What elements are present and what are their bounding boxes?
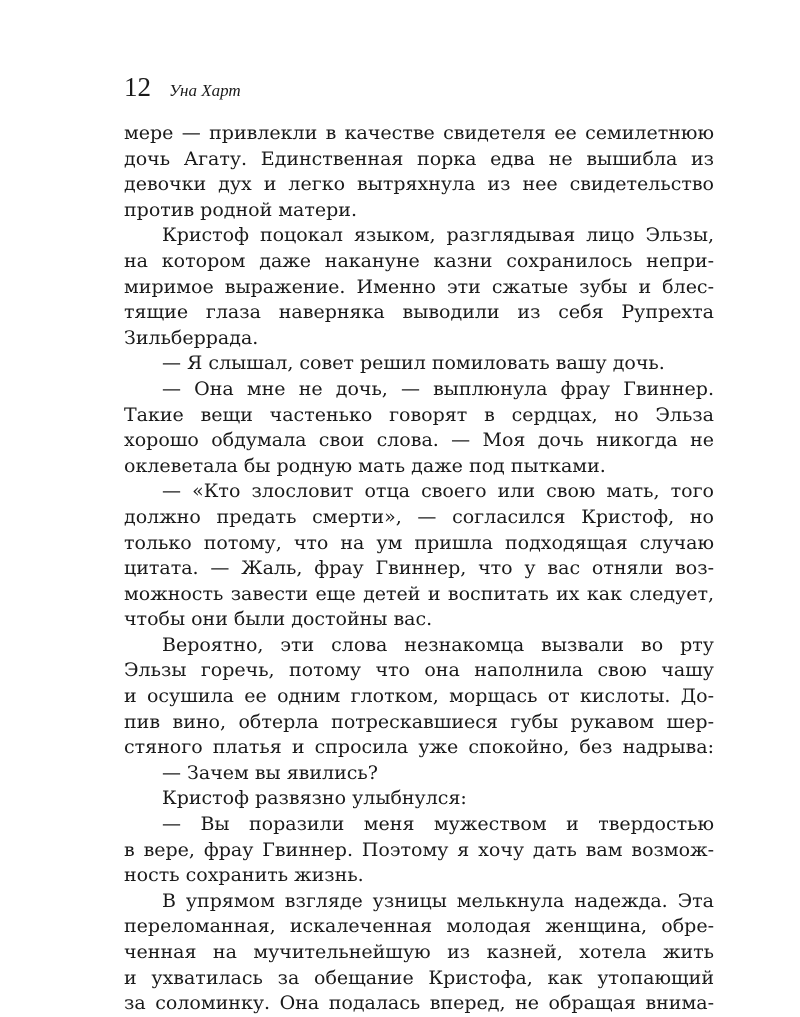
text-line: пив вино, обтерла потрескавшиеся губы рукавом шер-: [124, 710, 714, 733]
body-text: [124, 121, 714, 1017]
text-line: только потому, что на ум пришла подходящая случаю: [124, 531, 714, 554]
text-line: — Зачем вы явились?: [162, 761, 378, 784]
text-line: Кристоф развязно улыбнулся:: [162, 787, 467, 810]
text-line: и осушила ее одним глотком, морщась от кислоты. До-: [124, 685, 714, 708]
text-line: дочь Агату. Единственная порка едва не вышибла из: [124, 147, 714, 170]
text-line: Зильберрада.: [124, 326, 259, 349]
text-line: ность сохранить жизнь.: [124, 864, 364, 887]
text-line: можность завести еще детей и воспитать их как следует,: [124, 582, 714, 605]
text-line: миримое выражение. Именно эти сжатые зубы и блес-: [124, 275, 714, 298]
text-line: тящие глаза наверняка выводили из себя Рупрехта: [124, 301, 714, 324]
text-line: Вероятно, эти слова незнакомца вызвали во рту: [162, 633, 714, 656]
text-line: ченная на мучительнейшую из казней, хотела жить: [124, 941, 714, 963]
page-number: 12: [124, 72, 151, 102]
text-line: мере — привлекли в качестве свидетеля ее семилетнюю: [124, 122, 714, 144]
running-title-author: Уна Харт: [169, 81, 241, 100]
text-line: за соломинку. Она подалась вперед, не обращая внима-: [124, 992, 714, 1015]
text-line: — «Кто злословит отца своего или свою мать, того: [162, 480, 714, 503]
text-line: девочки дух и легко вытряхнула из нее свидетельство: [124, 173, 714, 196]
text-line: — Она мне не дочь, — выплюнула фрау Гвиннер.: [162, 377, 714, 400]
text-line: переломанная, искалеченная молодая женщина, обре-: [124, 915, 714, 938]
text-line: чтобы они были достойны вас.: [124, 608, 433, 631]
text-line: В упрямом взгляде узницы мелькнула надежда. Эта: [162, 889, 714, 912]
text-line: цитата. — Жаль, фрау Гвиннер, что у вас отняли воз-: [124, 557, 714, 580]
text-line: хорошо обдумала свои слова. — Моя дочь никогда не: [124, 429, 714, 452]
text-line: оклеветала бы родную мать даже под пытками.: [124, 454, 606, 477]
text-line: — Вы поразили меня мужеством и твердостью: [162, 813, 714, 836]
text-line: должно предать смерти», — согласился Кристоф, но: [124, 505, 714, 528]
text-line: на котором даже накануне казни сохранилось непри-: [124, 249, 714, 272]
text-line: Кристоф поцокал языком, разглядывая лицо Эльзы,: [162, 224, 714, 247]
text-line: Эльзы горечь, потому что она наполнила свою чашу: [124, 659, 714, 682]
text-line: и ухватилась за обещание Кристофа, как утопающий: [124, 966, 714, 989]
text-line: — Я слышал, совет решил помиловать вашу дочь.: [162, 352, 665, 375]
text-line: стяного платья и спросила уже спокойно, без надрыва:: [124, 736, 714, 759]
text-line: против родной матери.: [124, 198, 358, 221]
text-line: в вере, фрау Гвиннер. Поэтому я хочу дать вам возмож-: [124, 838, 714, 861]
running-head: [124, 72, 241, 106]
text-line: Такие вещи частенько говорят в сердцах, но Эльза: [124, 403, 714, 426]
